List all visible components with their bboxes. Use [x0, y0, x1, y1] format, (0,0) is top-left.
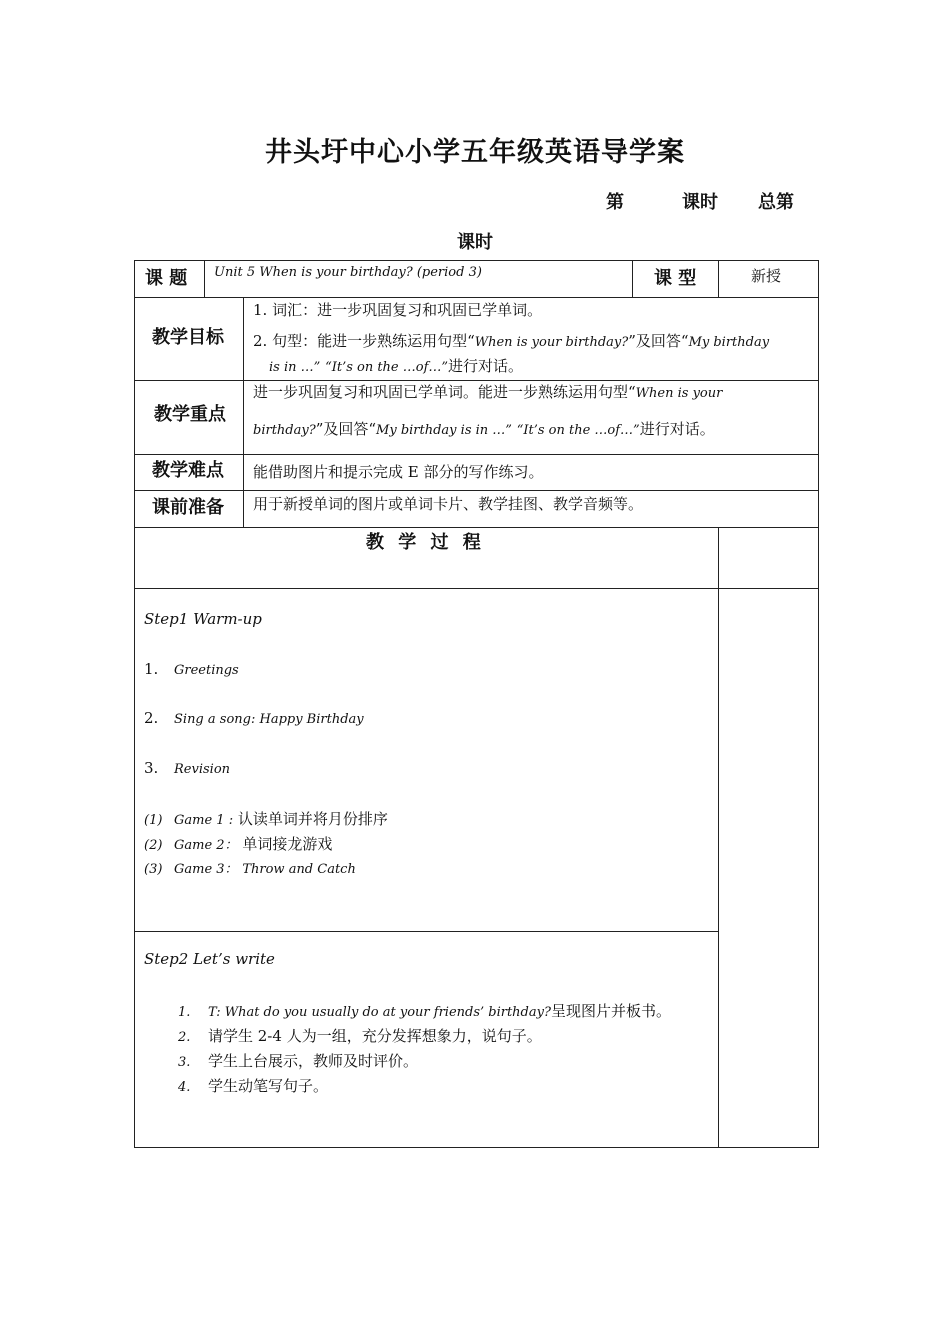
- goal-vocabulary: 1. 词汇：进一步巩固复习和巩固已学单词。: [253, 301, 543, 319]
- preparation-value: 用于新授单词的图片或单词卡片、教学挂图、教学音频等。: [253, 495, 644, 513]
- difficulties-value: 能借助图片和提示完成 E 部分的写作练习。: [253, 463, 544, 481]
- goal-text-en2: My birthday: [688, 335, 770, 350]
- lesson-number-label: 第: [606, 192, 624, 213]
- step1-game3: [144, 858, 356, 877]
- key-text-en3: My birthday is in …”: [376, 423, 512, 438]
- step2-item2: [178, 1025, 542, 1046]
- step2-item4-number: 4.: [178, 1080, 191, 1095]
- step1-item3-number: 3.: [144, 759, 159, 777]
- step2-item4-text: 学生动笔写句子。: [208, 1077, 329, 1095]
- game1-en: Game 1 :: [174, 813, 234, 828]
- lesson-type-value: 新授: [751, 267, 782, 285]
- game2-number: (2): [144, 838, 163, 853]
- step2-item1-cn: 呈现图片并板书。: [550, 1002, 671, 1020]
- step2-item2-text: 请学生 2-4 人为一组，充分发挥想象力，说句子。: [208, 1027, 542, 1045]
- total-lesson-label: 总第: [758, 192, 794, 213]
- step1-item-song: [144, 709, 364, 727]
- key-text-en2: birthday?: [253, 423, 316, 438]
- game2-cn: 单词接龙游戏: [242, 835, 333, 853]
- game3-text: Throw and Catch: [242, 862, 356, 877]
- step1-item3-text: Revision: [174, 762, 231, 777]
- key-text-a: 进一步巩固复习和巩固已学单词。能进一步熟练运用句型“: [253, 383, 636, 401]
- goal-text-b: ”及回答“: [628, 332, 689, 350]
- key-points-line1: [253, 380, 722, 406]
- step2-title: Step2 Let’s write: [144, 950, 275, 968]
- page-title: 井头圩中心小学五年级英语导学案: [265, 137, 685, 168]
- key-text-en4: “It’s on the …of…”: [516, 423, 640, 438]
- difficulties-label: 教学难点: [152, 460, 224, 481]
- preparation-label: 课前准备: [152, 497, 224, 518]
- step1-title: Step1 Warm-up: [144, 610, 262, 628]
- step1-item1-number: 1.: [144, 660, 159, 678]
- teaching-goals-label: 教学目标: [152, 327, 224, 348]
- step1-game1: [144, 808, 388, 829]
- key-points-line2: [253, 417, 715, 443]
- key-text-c: 进行对话。: [639, 420, 715, 438]
- step2-item3-number: 3.: [178, 1055, 191, 1070]
- step1-item2-text: Sing a song: Happy Birthday: [174, 712, 364, 727]
- topic-value: Unit 5 When is your birthday? (period 3): [214, 265, 482, 280]
- key-text-en1: When is your: [635, 386, 723, 401]
- key-points-label: 教学重点: [154, 404, 226, 425]
- step2-item2-number: 2.: [178, 1030, 191, 1045]
- step1-game2: [144, 833, 332, 854]
- game1-cn: 认读单词并将月份排序: [237, 810, 388, 828]
- lesson-type-label: 课 型: [654, 268, 697, 289]
- key-text-b: ”及回答“: [315, 420, 377, 438]
- total-period-label: 课时: [457, 232, 493, 253]
- game3-en: Game 3：: [174, 862, 238, 877]
- step2-item4: [178, 1075, 328, 1096]
- teaching-process-label: 教 学 过 程: [366, 532, 485, 553]
- step1-item1-text: Greetings: [174, 663, 239, 678]
- goal-text-a: 2. 句型：能进一步熟练运用句型“: [253, 332, 475, 350]
- step1-item2-number: 2.: [144, 709, 159, 727]
- goal-text-en4: “It’s on the …of…”: [325, 360, 449, 375]
- step2-item3: [178, 1050, 418, 1071]
- goal-text-en1: When is your birthday?: [474, 335, 629, 350]
- game1-number: (1): [144, 813, 163, 828]
- step1-item-greetings: [144, 660, 239, 678]
- goal-sentence-line1: [253, 329, 769, 355]
- goal-text-c: 进行对话。: [448, 357, 524, 375]
- topic-label: 课 题: [145, 268, 188, 289]
- step1-item-revision: [144, 759, 230, 777]
- step2-item3-text: 学生上台展示，教师及时评价。: [208, 1052, 419, 1070]
- game3-number: (3): [144, 862, 163, 877]
- goal-text-en3: is in …”: [269, 360, 321, 375]
- lesson-period-label: 课时: [682, 192, 718, 213]
- goal-sentence-line2: [269, 354, 523, 380]
- game2-en: Game 2：: [174, 838, 238, 853]
- step2-item1: [178, 1000, 671, 1021]
- step2-item1-en: T: What do you usually do at your friends’ birthday?: [208, 1005, 551, 1020]
- step2-item1-number: 1.: [178, 1005, 191, 1020]
- lesson-plan-table: [134, 260, 819, 1148]
